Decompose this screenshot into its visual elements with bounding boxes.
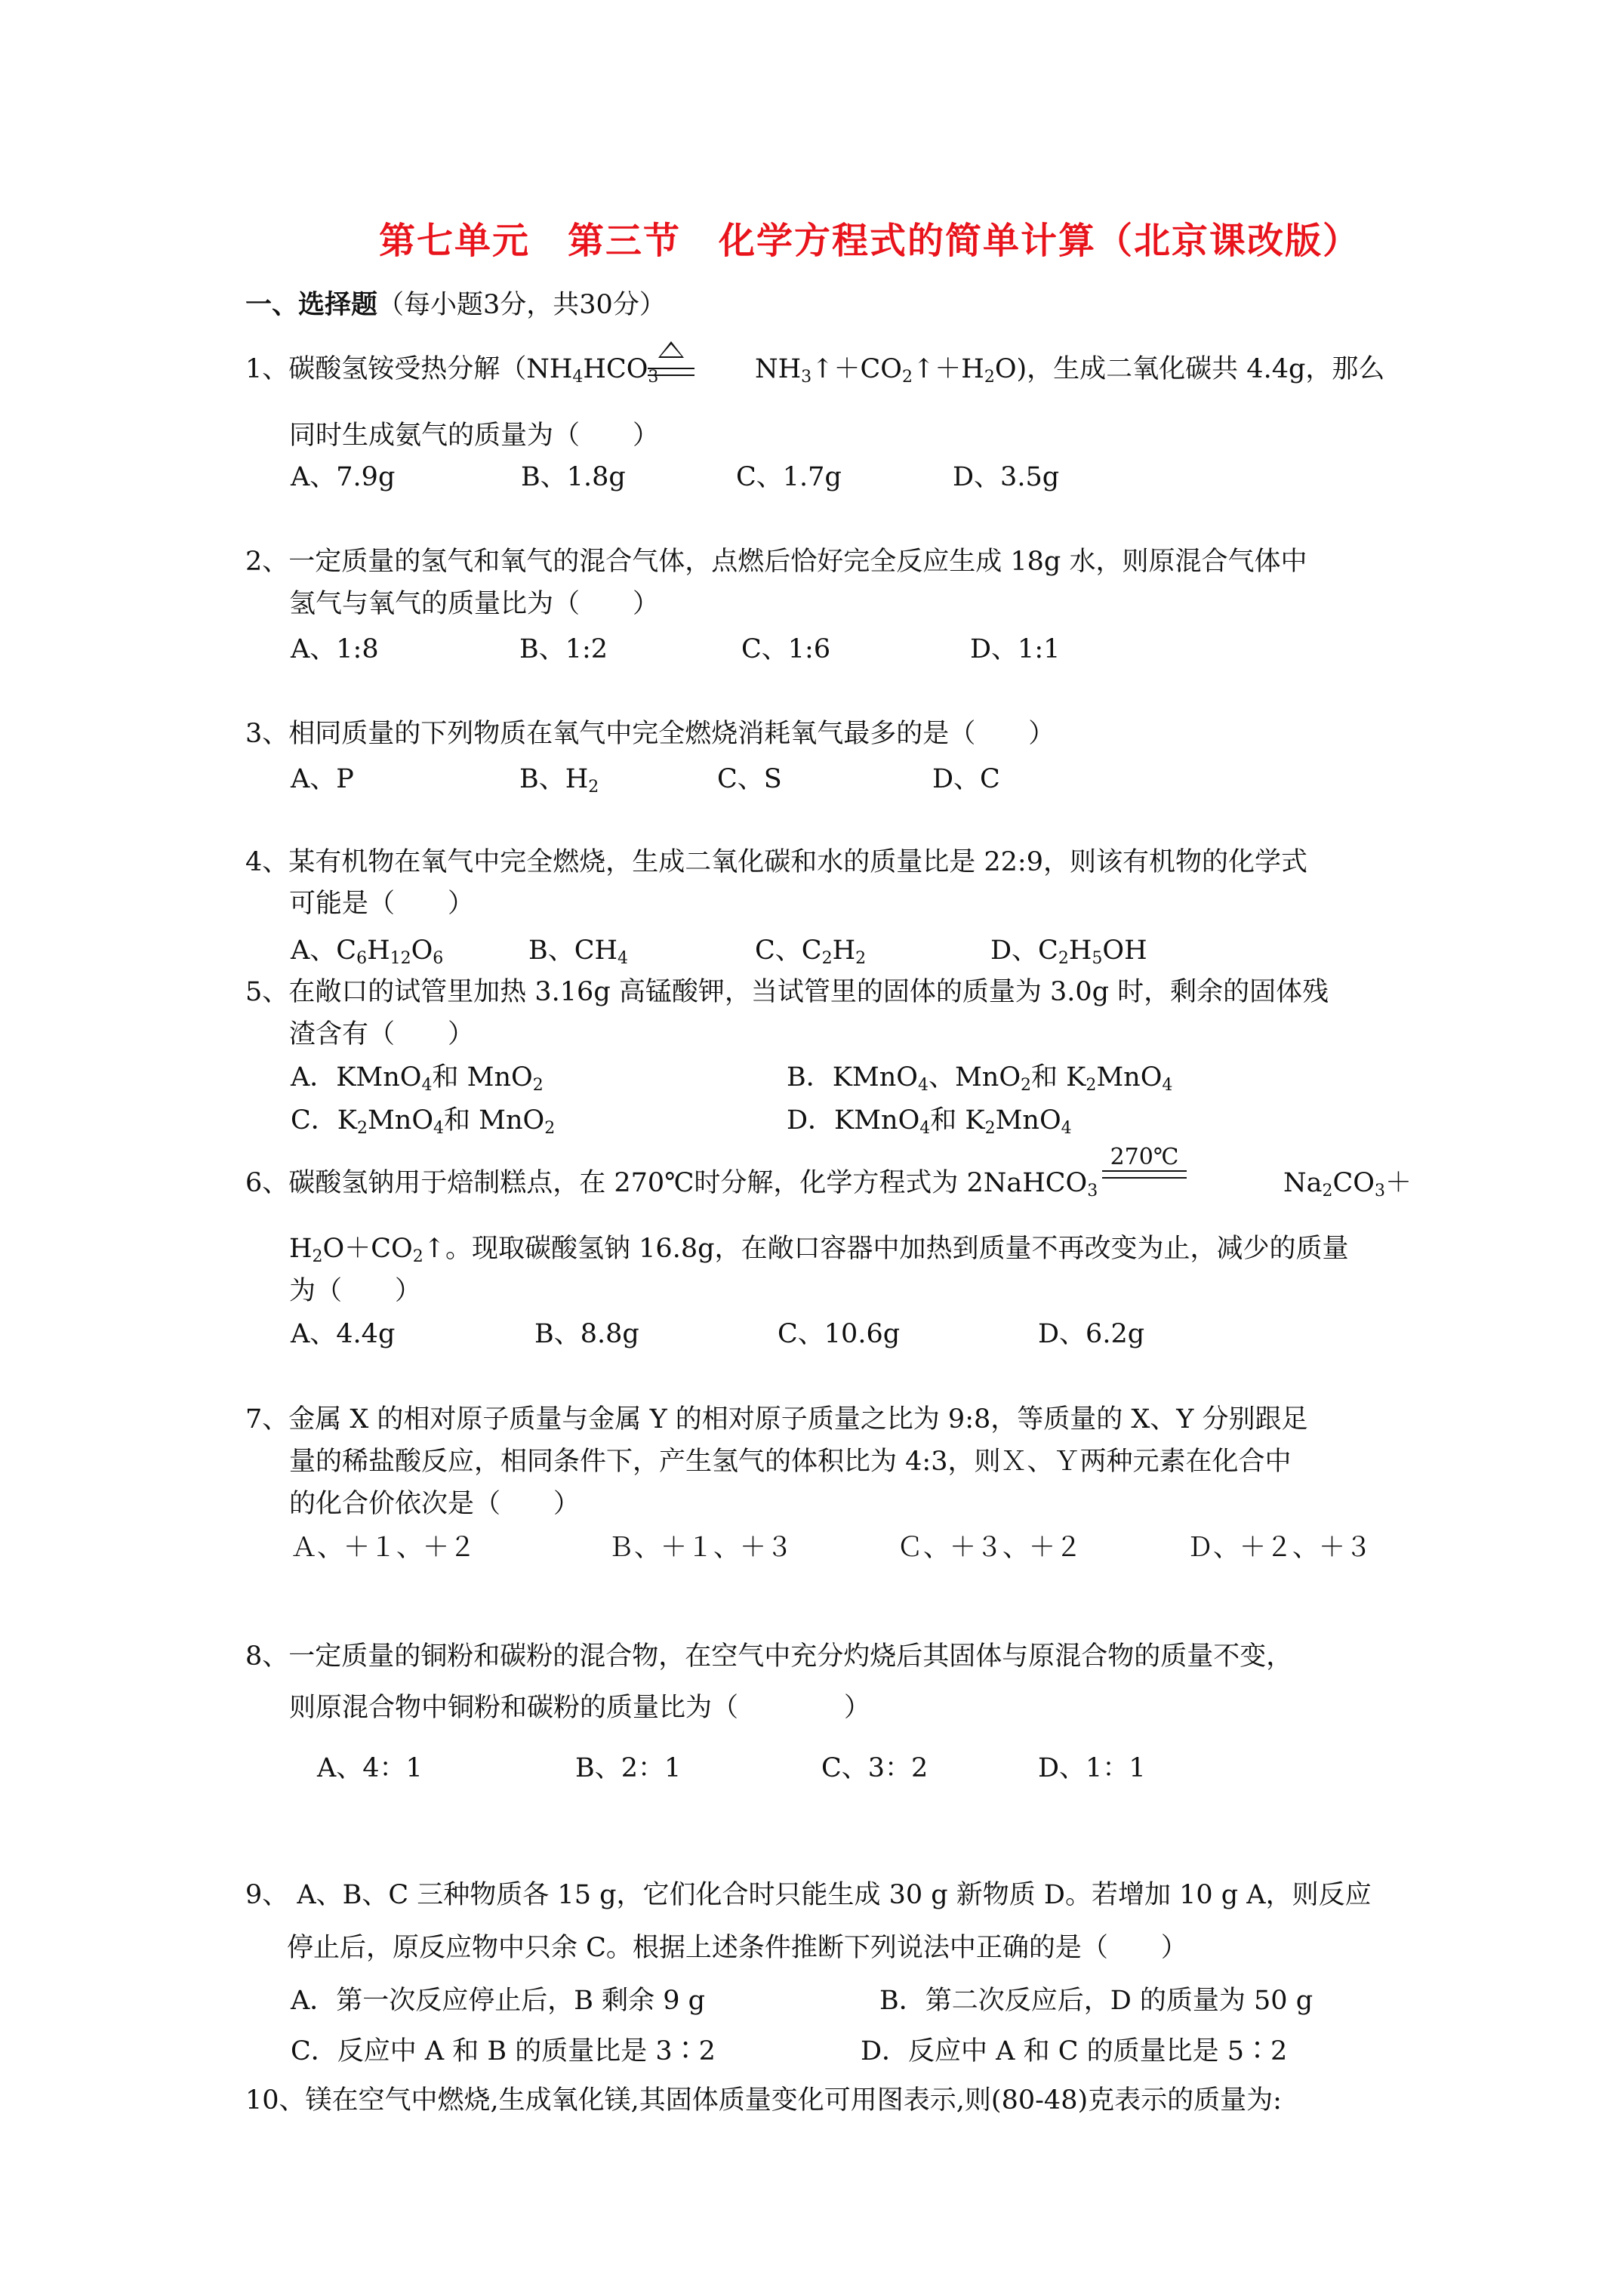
q8-option-a: A、4：1 [317,1753,423,1783]
question-10-line-1: 10、镁在空气中燃烧,生成氧化镁,其固体质量变化可用图表示,则(80-48)克表示的质量为: [245,2085,1282,2116]
q5-option-b: B．KMnO$_4$、MnO$_2$和 $K_2MnO_4$ [787,1062,1173,1095]
q1-option-c: C、1.7g [736,462,842,492]
q8-option-d: D、1：1 [1038,1753,1146,1783]
q7-option-a: Ａ、＋１、＋２ [291,1533,476,1563]
q3-option-b: B、$H_2$ [519,764,599,797]
q6-option-a: A、4.4g [291,1319,396,1349]
question-6-line-2: $H_2O+CO_2↑$。现取碳酸氢钠 16.8g，在敞口容器中加热到质量不再改变为止，减少的质量 [289,1234,1349,1266]
q8-option-b: B、2：1 [575,1753,682,1783]
q4-option-b: B、$CH_4$ [528,935,629,968]
q9-option-b: B．第二次反应后，D 的质量为 50 g [879,1986,1313,2016]
q2-option-c: C、1:6 [741,634,831,664]
question-5-line-1: 5、在敞口的试管里加热 3.16g 高锰酸钾，当试管里的固体的质量为 3.0g 时，剩余的固体残 [245,977,1329,1007]
section-heading [245,288,666,322]
page-title: 第七单元 第三节 化学方程式的简单计算（北京课改版） [379,220,1361,262]
q9-option-c: C．反应中 A 和 B 的质量比是 3∶2 [291,2036,716,2066]
question-1-line-1a: 1、碳酸氢铵受热分解（$NH_4HCO_3$ [245,354,659,387]
q7-option-b: Ｂ、＋１、＋３ [608,1533,793,1563]
question-4-line-2: 可能是（ ） [289,889,475,919]
temperature-condition: 270℃ [1110,1144,1179,1170]
delta-triangle-icon [658,341,684,358]
q1-option-d: D、3.5g [953,462,1060,492]
q5-option-c: C．$K_2MnO_4$和 MnO$_2$ [291,1105,556,1138]
question-1-line-2: 同时生成氨气的质量为（ ） [289,421,660,451]
question-5-line-2: 渣含有（ ） [289,1019,475,1049]
q4-option-a: A、$C_6H_{12}O_6$ [291,935,444,968]
q2-option-d: D、1:1 [970,634,1061,664]
section-note: （每小题3分，共30分） [377,290,666,320]
heat-equals-sign [648,341,694,379]
q4-option-d: D、$C_2H_5OH$ [990,935,1147,968]
question-3-line-1: 3、相同质量的下列物质在氧气中完全燃烧消耗氧气最多的是（ ） [245,719,1055,749]
q3-option-c: C、S [717,764,782,794]
question-9-line-2: 停止后，原反应物中只余 C。根据上述条件推断下列说法中正确的是（ ） [287,1933,1187,1963]
q6-option-c: C、10.6g [778,1319,901,1349]
question-6-line-1b: $Na_2CO_3+$ [1283,1168,1412,1200]
question-8-line-1: 8、一定质量的铜粉和碳粉的混合物，在空气中充分灼烧后其固体与原混合物的质量不变， [245,1641,1293,1672]
q8-option-c: C、3：2 [821,1753,929,1783]
section-label: 一、选择题 [245,290,378,320]
q1-option-b: B、1.8g [521,462,626,492]
question-8-line-2: 则原混合物中铜粉和碳粉的质量比为（ ） [289,1693,871,1723]
q3-option-a: A、P [291,764,354,794]
question-7-line-2: 量的稀盐酸反应，相同条件下，产生氢气的体积比为 4:3，则Ｘ、Ｙ两种元素在化合中 [289,1447,1292,1477]
question-1-line-1b: $NH_3↑+CO_2↑+H_2O$)，生成二氧化碳共 4.4g，那么 [755,354,1385,387]
q7-option-c: Ｃ、＋３、＋２ [897,1533,1083,1563]
q6-option-b: B、8.8g [534,1319,639,1349]
q3-option-d: D、C [932,764,1000,794]
question-6-line-1a: 6、碳酸氢钠用于焙制糕点，在 270℃时分解，化学方程式为 2NaHCO$_3$ [245,1168,1098,1200]
q4-option-c: C、$C_2H_2$ [755,935,867,968]
q6-option-d: D、6.2g [1038,1319,1145,1349]
q5-option-d: D．KMnO$_4$和 $K_2MnO_4$ [787,1105,1072,1138]
q9-option-d: D．反应中 A 和 C 的质量比是 5∶2 [861,2036,1288,2066]
question-7-line-3: 的化合价依次是（ ） [289,1489,581,1519]
question-9-line-1: 9、 A、B、C 三种物质各 15 g，它们化合时只能生成 30 g 新物质 D。若增加 10 g A，则反应 [245,1880,1372,1910]
question-6-line-3: 为（ ） [289,1276,422,1306]
q2-option-b: B、1:2 [519,634,608,664]
question-2-line-2: 氢气与氧气的质量比为（ ） [289,589,660,619]
q1-option-a: A、7.9g [291,462,396,492]
q7-option-d: Ｄ、＋２、＋３ [1187,1533,1372,1563]
question-2-line-1: 2、一定质量的氢气和氧气的混合气体，点燃后恰好完全反应生成 18g 水，则原混合气体中 [245,547,1307,577]
question-4-line-1: 4、某有机物在氧气中完全燃烧，生成二氧化碳和水的质量比是 22:9，则该有机物的化学式 [245,847,1307,877]
condition-equals-sign [1102,1146,1187,1188]
question-7-line-1: 7、金属 X 的相对原子质量与金属 Y 的相对原子质量之比为 9:8，等质量的 X、Y 分别跟足 [245,1404,1308,1435]
q9-option-a: A．第一次反应停止后，B 剩余 9 g [291,1986,706,2016]
q2-option-a: A、1:8 [291,634,379,664]
q5-option-a: A．KMnO$_4$和 MnO$_2$ [291,1062,544,1095]
